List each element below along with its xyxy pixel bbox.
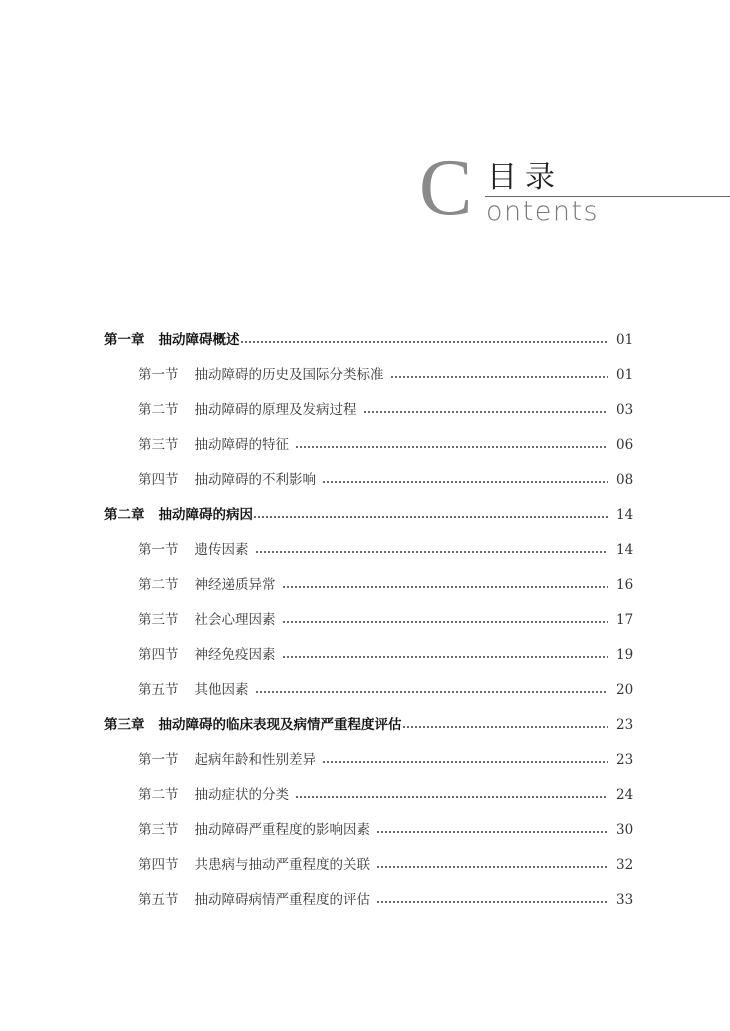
page-number: 01 bbox=[616, 367, 634, 383]
section-number: 第一节 bbox=[138, 542, 179, 558]
page-subtitle: ontents bbox=[486, 196, 600, 227]
dot-leader bbox=[255, 538, 609, 562]
chapter-number: 第一章 bbox=[104, 332, 145, 348]
page-number: 03 bbox=[616, 402, 634, 418]
section-number: 第二节 bbox=[138, 787, 179, 803]
contents-initial-letter: C bbox=[419, 144, 473, 232]
section-title: 其他因素 bbox=[194, 682, 249, 698]
chapter-number: 第二章 bbox=[104, 507, 145, 523]
toc-section-entry[interactable] bbox=[0, 818, 730, 842]
chapter-number: 第三章 bbox=[104, 717, 145, 733]
toc-chapter-entry[interactable] bbox=[0, 503, 730, 527]
toc-entry-label bbox=[138, 748, 316, 772]
section-title: 神经免疫因素 bbox=[194, 647, 276, 663]
section-number: 第四节 bbox=[138, 857, 179, 873]
page-number: 01 bbox=[616, 332, 634, 348]
dot-leader bbox=[282, 573, 609, 597]
dot-leader bbox=[295, 433, 608, 457]
toc-section-entry[interactable] bbox=[0, 888, 730, 912]
page-number: 19 bbox=[616, 647, 634, 663]
page-number: 20 bbox=[616, 682, 634, 698]
section-title: 共患病与抽动严重程度的关联 bbox=[194, 857, 370, 873]
section-title: 抽动障碍的原理及发病过程 bbox=[194, 402, 357, 418]
toc-section-entry[interactable] bbox=[0, 608, 730, 632]
page-number: 17 bbox=[616, 612, 634, 628]
toc-entry-label bbox=[138, 433, 289, 457]
section-title: 抽动障碍病情严重程度的评估 bbox=[194, 892, 370, 908]
dot-leader bbox=[240, 328, 609, 352]
section-title: 抽动障碍的历史及国际分类标准 bbox=[194, 367, 384, 383]
section-title: 抽动障碍严重程度的影响因素 bbox=[194, 822, 370, 838]
page-title: 目录 bbox=[487, 160, 563, 195]
toc-entry-label bbox=[138, 363, 384, 387]
toc-entry-label bbox=[104, 328, 240, 352]
toc-section-entry[interactable] bbox=[0, 433, 730, 457]
toc-entry-label bbox=[138, 608, 276, 632]
toc-entry-label bbox=[138, 573, 276, 597]
dot-leader bbox=[376, 888, 608, 912]
dot-leader bbox=[363, 398, 609, 422]
section-title: 抽动障碍的不利影响 bbox=[194, 472, 316, 488]
toc-section-entry[interactable] bbox=[0, 538, 730, 562]
chapter-title: 抽动障碍的临床表现及病情严重程度评估 bbox=[158, 717, 402, 733]
page-number: 16 bbox=[616, 577, 634, 593]
section-title: 社会心理因素 bbox=[194, 612, 276, 628]
toc-section-entry[interactable] bbox=[0, 363, 730, 387]
toc-chapter-entry[interactable] bbox=[0, 328, 730, 352]
toc-entry-label bbox=[104, 713, 402, 737]
dot-leader bbox=[402, 713, 609, 737]
dot-leader bbox=[390, 363, 609, 387]
dot-leader bbox=[282, 608, 609, 632]
toc-entry-label bbox=[138, 783, 289, 807]
section-number: 第四节 bbox=[138, 647, 179, 663]
page-number: 14 bbox=[616, 507, 634, 523]
section-title: 遗传因素 bbox=[194, 542, 249, 558]
section-number: 第三节 bbox=[138, 437, 179, 453]
section-title: 抽动障碍的特征 bbox=[194, 437, 289, 453]
page-number: 32 bbox=[616, 857, 634, 873]
toc-chapter-entry[interactable] bbox=[0, 713, 730, 737]
section-number: 第三节 bbox=[138, 822, 179, 838]
page-number: 33 bbox=[616, 892, 634, 908]
page-number: 23 bbox=[616, 752, 634, 768]
toc-section-entry[interactable] bbox=[0, 853, 730, 877]
chapter-title: 抽动障碍的病因 bbox=[158, 507, 253, 523]
toc-section-entry[interactable] bbox=[0, 643, 730, 667]
section-title: 神经递质异常 bbox=[194, 577, 276, 593]
toc-section-entry[interactable] bbox=[0, 398, 730, 422]
chapter-title: 抽动障碍概述 bbox=[158, 332, 240, 348]
section-number: 第一节 bbox=[138, 752, 179, 768]
dot-leader bbox=[322, 748, 608, 772]
section-number: 第二节 bbox=[138, 402, 179, 418]
dot-leader bbox=[282, 643, 609, 667]
section-number: 第二节 bbox=[138, 577, 179, 593]
section-number: 第四节 bbox=[138, 472, 179, 488]
toc-section-entry[interactable] bbox=[0, 468, 730, 492]
page-number: 14 bbox=[616, 542, 634, 558]
dot-leader bbox=[255, 678, 609, 702]
section-number: 第一节 bbox=[138, 367, 179, 383]
section-number: 第五节 bbox=[138, 682, 179, 698]
toc-entry-label bbox=[138, 678, 249, 702]
toc-entry-label bbox=[138, 888, 370, 912]
toc-section-entry[interactable] bbox=[0, 783, 730, 807]
dot-leader bbox=[376, 818, 608, 842]
toc-entry-label bbox=[104, 503, 253, 527]
page-number: 06 bbox=[616, 437, 634, 453]
dot-leader bbox=[376, 853, 608, 877]
section-number: 第三节 bbox=[138, 612, 179, 628]
dot-leader bbox=[322, 468, 608, 492]
toc-entry-label bbox=[138, 468, 316, 492]
section-number: 第五节 bbox=[138, 892, 179, 908]
dot-leader bbox=[295, 783, 608, 807]
page-number: 24 bbox=[616, 787, 634, 803]
section-title: 抽动症状的分类 bbox=[194, 787, 289, 803]
toc-entry-label bbox=[138, 398, 357, 422]
dot-leader bbox=[253, 503, 608, 527]
toc-entry-label bbox=[138, 538, 249, 562]
page-number: 08 bbox=[616, 472, 634, 488]
page-number: 23 bbox=[616, 717, 634, 733]
page-number: 30 bbox=[616, 822, 634, 838]
section-title: 起病年龄和性别差异 bbox=[194, 752, 316, 768]
toc-entry-label bbox=[138, 853, 370, 877]
toc-entry-label bbox=[138, 818, 370, 842]
toc-entry-label bbox=[138, 643, 276, 667]
toc-section-entry[interactable] bbox=[0, 573, 730, 597]
toc-section-entry[interactable] bbox=[0, 748, 730, 772]
toc-section-entry[interactable] bbox=[0, 678, 730, 702]
